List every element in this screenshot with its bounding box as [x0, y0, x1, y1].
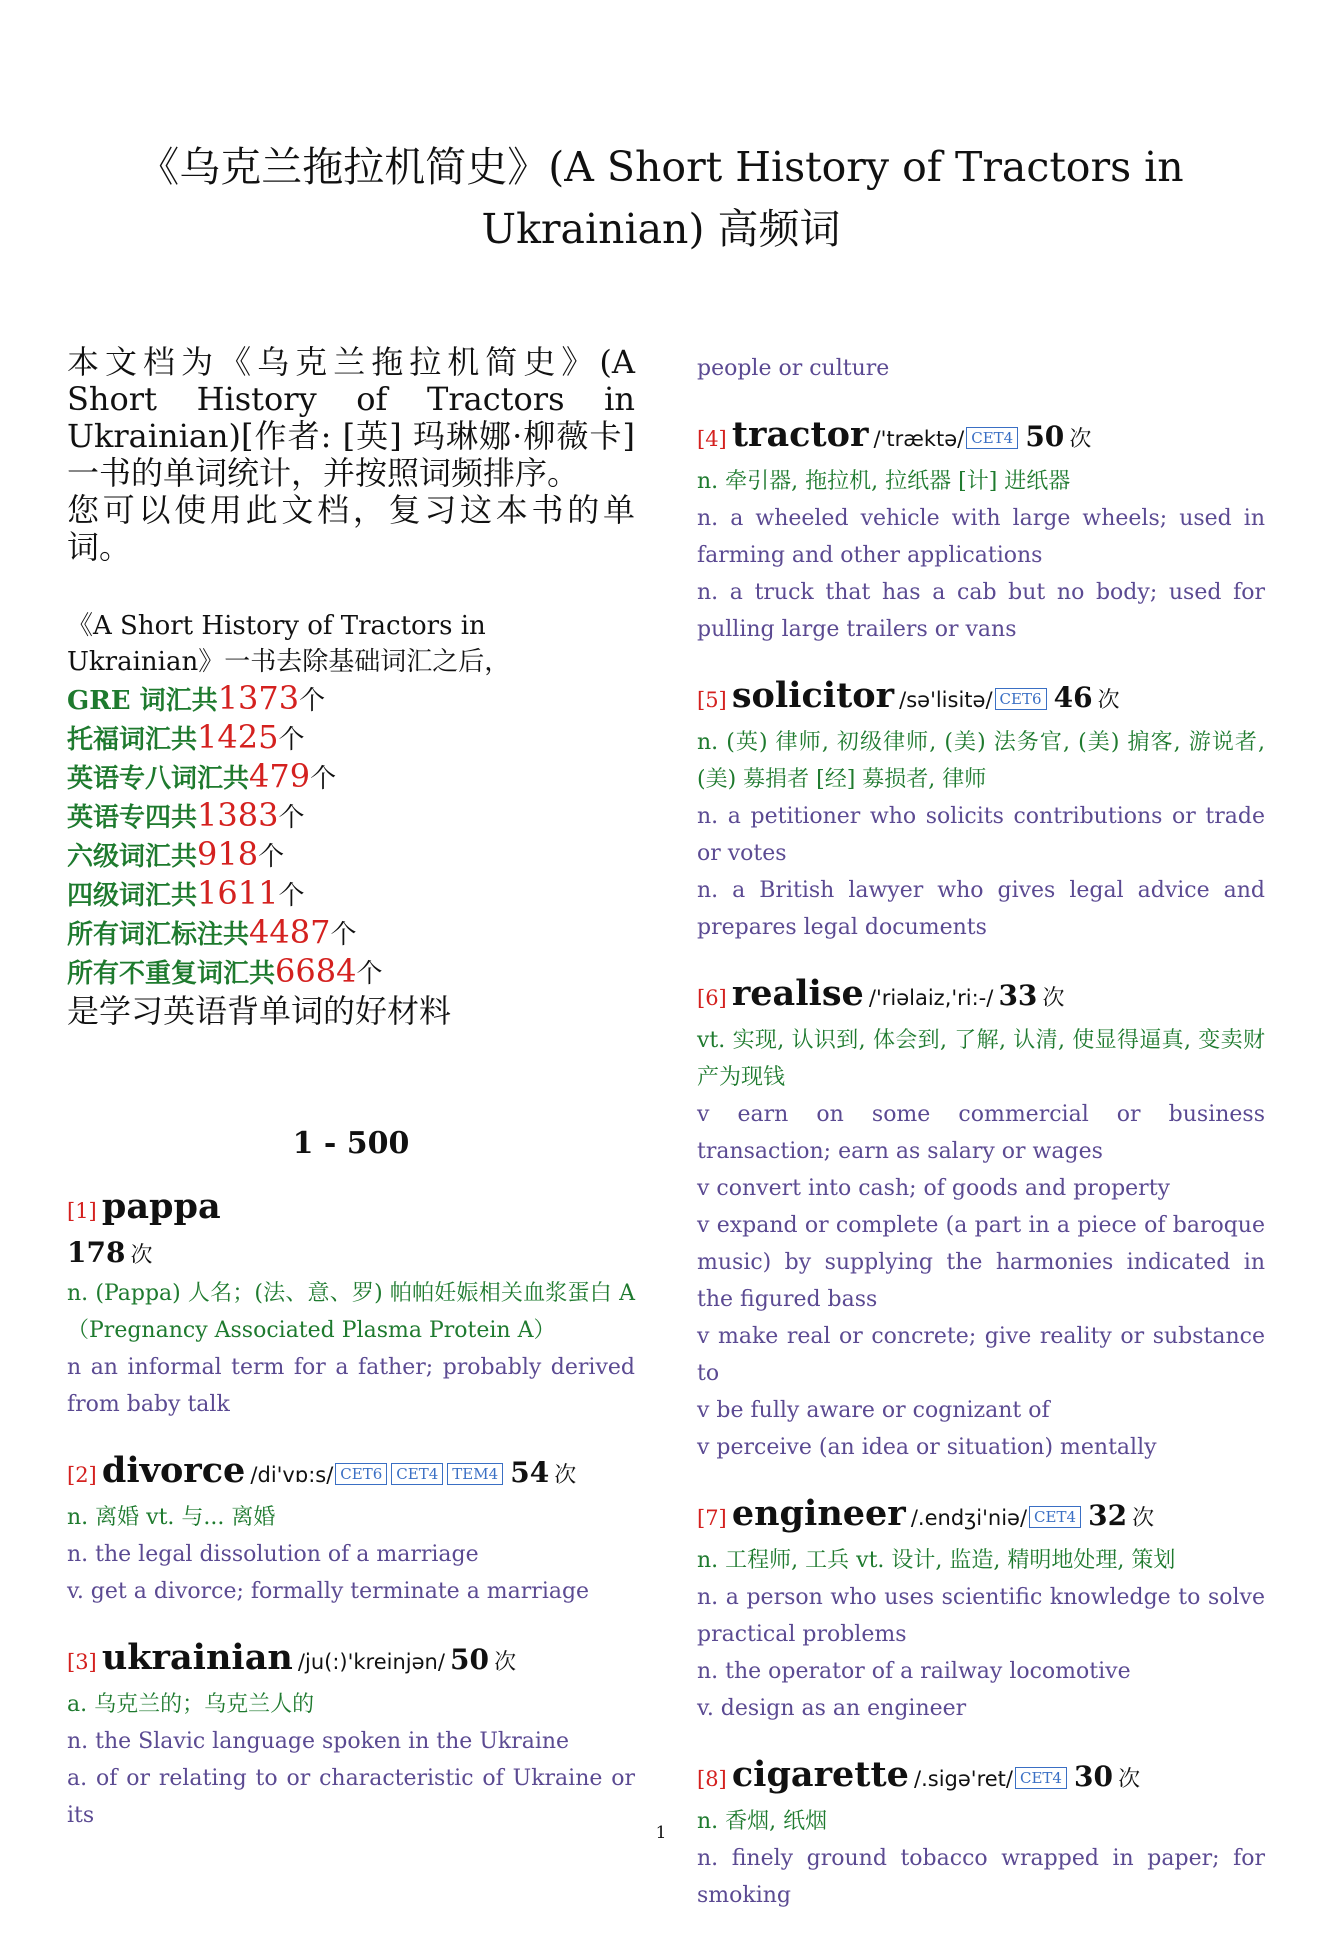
- definition-chinese: a. 乌克兰的；乌克兰人的: [67, 1692, 315, 1717]
- entry-frequency: [998, 979, 1065, 1012]
- frequency-unit: 次: [1118, 1767, 1141, 1792]
- left-column: [67, 344, 635, 1860]
- entry-phonetic: /di'vɒ:s/: [250, 1463, 334, 1487]
- definition-english: v convert into cash; of goods and property: [697, 1176, 1170, 1201]
- stat-count: 479: [249, 757, 311, 795]
- entry-index: [3]: [67, 1650, 97, 1674]
- entry-head: [67, 1449, 635, 1499]
- entry-head: [697, 972, 1265, 1022]
- entry-phonetic: /.endʒi'niə/: [910, 1506, 1028, 1530]
- stat-label: 六级词汇共: [67, 842, 198, 872]
- entry-head: [697, 1753, 1265, 1803]
- word-entry: [67, 1449, 635, 1610]
- entry-index: [4]: [697, 427, 727, 451]
- entry-list-left: [67, 1185, 635, 1834]
- range-heading: 1 - 500: [292, 1126, 410, 1161]
- entry-phonetic: /'træktə/: [873, 427, 965, 451]
- definition-chinese: n. (Pappa) 人名；(法、意、罗) 帕帕妊娠相关血浆蛋白 A（Pregnancy Associated Plasma Protein A）: [67, 1281, 635, 1343]
- exam-tag: CET4: [391, 1463, 443, 1485]
- entry-index: [7]: [697, 1506, 727, 1530]
- definition-english: n. the operator of a railway locomotive: [697, 1659, 1131, 1684]
- stat-row: [67, 758, 635, 797]
- page-number: 1: [655, 1823, 667, 1843]
- stat-label: 所有词汇标注共: [67, 920, 250, 950]
- stat-label: 英语专四共: [67, 803, 198, 833]
- entry-head: [697, 674, 1265, 724]
- stat-row: [67, 875, 635, 914]
- entry-word: pappa: [101, 1186, 221, 1227]
- frequency-line: [67, 1235, 635, 1275]
- stat-unit: 个: [330, 920, 357, 950]
- word-entry: [67, 1636, 635, 1834]
- stat-row: [67, 836, 635, 875]
- definition-english: n. a truck that has a cab but no body; used for pulling large trailers or vans: [697, 580, 1265, 642]
- frequency-count: 33: [998, 979, 1038, 1012]
- entry-index: [5]: [697, 688, 727, 712]
- frequency-count: 178: [67, 1236, 126, 1269]
- document-title: 《乌克兰拖拉机简史》(A Short History of Tractors in Ukrainian) 高频词: [138, 143, 1184, 253]
- stat-count: 1425: [197, 718, 279, 756]
- stat-row: [67, 680, 635, 719]
- entry-word: ukrainian: [101, 1637, 293, 1678]
- stat-count: 6684: [275, 952, 357, 990]
- stat-count: 1611: [197, 874, 279, 912]
- entry-frequency: [67, 1236, 153, 1269]
- stat-row: [67, 953, 635, 992]
- definition-english: a. of or relating to or characteristic of Ukraine or its: [67, 1766, 635, 1828]
- definition-chinese: n. (英) 律师, 初级律师, (美) 法务官, (美) 掮客, 游说者, (美) 募捐者 [经] 募损者, 律师: [697, 730, 1265, 792]
- stat-label: 所有不重复词汇共: [67, 959, 276, 989]
- definition-chinese: n. 香烟, 纸烟: [697, 1809, 828, 1834]
- entry-index: [6]: [697, 986, 727, 1010]
- frequency-unit: 次: [1069, 427, 1092, 452]
- right-column: [697, 350, 1265, 1940]
- stat-label: GRE 词汇共: [67, 686, 218, 716]
- exam-tag: CET4: [1015, 1767, 1067, 1789]
- definition-english: n. a petitioner who solicits contributions or trade or votes: [697, 804, 1265, 866]
- word-entry: [67, 1185, 635, 1423]
- definition-english: n an informal term for a father; probably derived from baby talk: [67, 1355, 635, 1417]
- frequency-unit: 次: [1132, 1506, 1155, 1531]
- frequency-count: 50: [1025, 420, 1065, 453]
- entry-frequency: [1074, 1760, 1141, 1793]
- entry-phonetic: /sə'lisitə/: [899, 688, 993, 712]
- stat-row: [67, 797, 635, 836]
- frequency-unit: 次: [130, 1243, 153, 1268]
- entry-word: realise: [731, 973, 864, 1014]
- entry-frequency: [1088, 1499, 1155, 1532]
- definition-english: v expand or complete (a part in a piece of baroque music) by supplying the harmonies indicated in the figured bass: [697, 1213, 1265, 1312]
- frequency-count: 50: [450, 1643, 489, 1676]
- definition-english: n. a wheeled vehicle with large wheels; used in farming and other applications: [697, 506, 1265, 568]
- stats-list: [67, 680, 635, 992]
- definition-english: n. the Slavic language spoken in the Ukraine: [67, 1729, 570, 1754]
- stat-count: 1373: [217, 679, 300, 717]
- definition-continuation: people or culture: [697, 356, 890, 381]
- stats-lead: 《A Short History of Tractors in Ukrainian》一书去除基础词汇之后，: [67, 611, 511, 677]
- word-entry: [697, 972, 1265, 1466]
- exam-tag: CET6: [335, 1463, 387, 1485]
- definition-english: n. the legal dissolution of a marriage: [67, 1542, 479, 1567]
- frequency-unit: 次: [1097, 688, 1120, 713]
- intro-block: [67, 344, 635, 566]
- definition-chinese: n. 离婚 vt. 与... 离婚: [67, 1505, 276, 1530]
- definition-chinese: n. 牵引器, 拖拉机, 拉纸器 [计] 进纸器: [697, 469, 1071, 494]
- stat-row: [67, 914, 635, 953]
- definition-english: v earn on some commercial or business transaction; earn as salary or wages: [697, 1102, 1265, 1164]
- entry-phonetic: /ju(:)'kreinjən/: [297, 1650, 445, 1674]
- definition-english: v. get a divorce; formally terminate a marriage: [67, 1579, 590, 1604]
- frequency-unit: 次: [1042, 986, 1065, 1011]
- stats-tail: 是学习英语背单词的好材料: [67, 992, 452, 1030]
- entry-index: [8]: [697, 1767, 727, 1791]
- frequency-count: 30: [1074, 1760, 1114, 1793]
- entry-frequency: [450, 1643, 517, 1676]
- stat-unit: 个: [278, 881, 305, 911]
- stat-unit: 个: [356, 959, 383, 989]
- entry-word: solicitor: [731, 675, 895, 716]
- intro-paragraph: 本文档为《乌克兰拖拉机简史》(A Short History of Tractors in Ukrainian)[作者: [英] 玛琳娜·柳薇卡] 一书的单词统计，并按照词频排序。: [67, 343, 635, 492]
- frequency-count: 54: [510, 1456, 550, 1489]
- word-entry: [697, 1492, 1265, 1727]
- stat-unit: 个: [258, 842, 285, 872]
- stat-count: 918: [197, 835, 259, 873]
- stat-label: 英语专八词汇共: [67, 764, 250, 794]
- definition-english: v. design as an engineer: [697, 1696, 967, 1721]
- entry-word: engineer: [731, 1493, 906, 1534]
- stat-unit: 个: [310, 764, 337, 794]
- definition-english: v perceive (an idea or situation) mentally: [697, 1435, 1157, 1460]
- definition-english: v be fully aware or cognizant of: [697, 1398, 1050, 1423]
- entry-head: [697, 413, 1265, 463]
- entry-head: [67, 1185, 635, 1235]
- stat-unit: 个: [278, 725, 305, 755]
- stat-unit: 个: [278, 803, 305, 833]
- stat-label: 四级词汇共: [67, 881, 198, 911]
- definition-english: n. finely ground tobacco wrapped in paper; for smoking: [697, 1846, 1265, 1908]
- entry-list-right: [697, 413, 1265, 1914]
- stat-count: 4487: [249, 913, 331, 951]
- entry-frequency: [1025, 420, 1092, 453]
- entry-word: cigarette: [731, 1754, 909, 1795]
- entry-frequency: [510, 1456, 577, 1489]
- entry-index: [2]: [67, 1463, 97, 1487]
- definition-chinese: vt. 实现, 认识到, 体会到, 了解, 认清, 使显得逼真, 变卖财产为现钱: [697, 1028, 1265, 1090]
- exam-tag: CET4: [1029, 1506, 1081, 1528]
- entry-frequency: [1053, 681, 1120, 714]
- entry-index: [1]: [67, 1199, 97, 1223]
- entry-head: [697, 1492, 1265, 1542]
- frequency-unit: 次: [494, 1650, 517, 1675]
- definition-chinese: n. 工程师, 工兵 vt. 设计, 监造, 精明地处理, 策划: [697, 1548, 1176, 1573]
- frequency-count: 46: [1053, 681, 1093, 714]
- entry-word: divorce: [101, 1450, 246, 1491]
- stat-count: 1383: [197, 796, 279, 834]
- intro-paragraph: 您可以使用此文档，复习这本书的单词。: [67, 491, 635, 566]
- frequency-unit: 次: [554, 1463, 577, 1488]
- entry-head: [67, 1636, 635, 1686]
- exam-tag: CET4: [966, 427, 1018, 449]
- entry-phonetic: /.sigə'ret/: [914, 1767, 1013, 1791]
- definition-english: n. a British lawyer who gives legal advice and prepares legal documents: [697, 878, 1265, 940]
- definition-english: v make real or concrete; give reality or substance to: [697, 1324, 1265, 1386]
- entry-word: tractor: [731, 414, 869, 455]
- definition-english: n. a person who uses scientific knowledge to solve practical problems: [697, 1585, 1265, 1647]
- stat-row: [67, 719, 635, 758]
- frequency-count: 32: [1088, 1499, 1128, 1532]
- vocabulary-stats: [67, 608, 635, 1030]
- exam-tag: TEM4: [447, 1463, 503, 1485]
- stat-unit: 个: [299, 686, 326, 716]
- word-entry: [697, 413, 1265, 648]
- stat-label: 托福词汇共: [67, 725, 198, 755]
- entry-phonetic: /'riəlaiz,'ri:-/: [868, 986, 994, 1010]
- word-entry: [697, 674, 1265, 946]
- exam-tag: CET6: [995, 688, 1047, 710]
